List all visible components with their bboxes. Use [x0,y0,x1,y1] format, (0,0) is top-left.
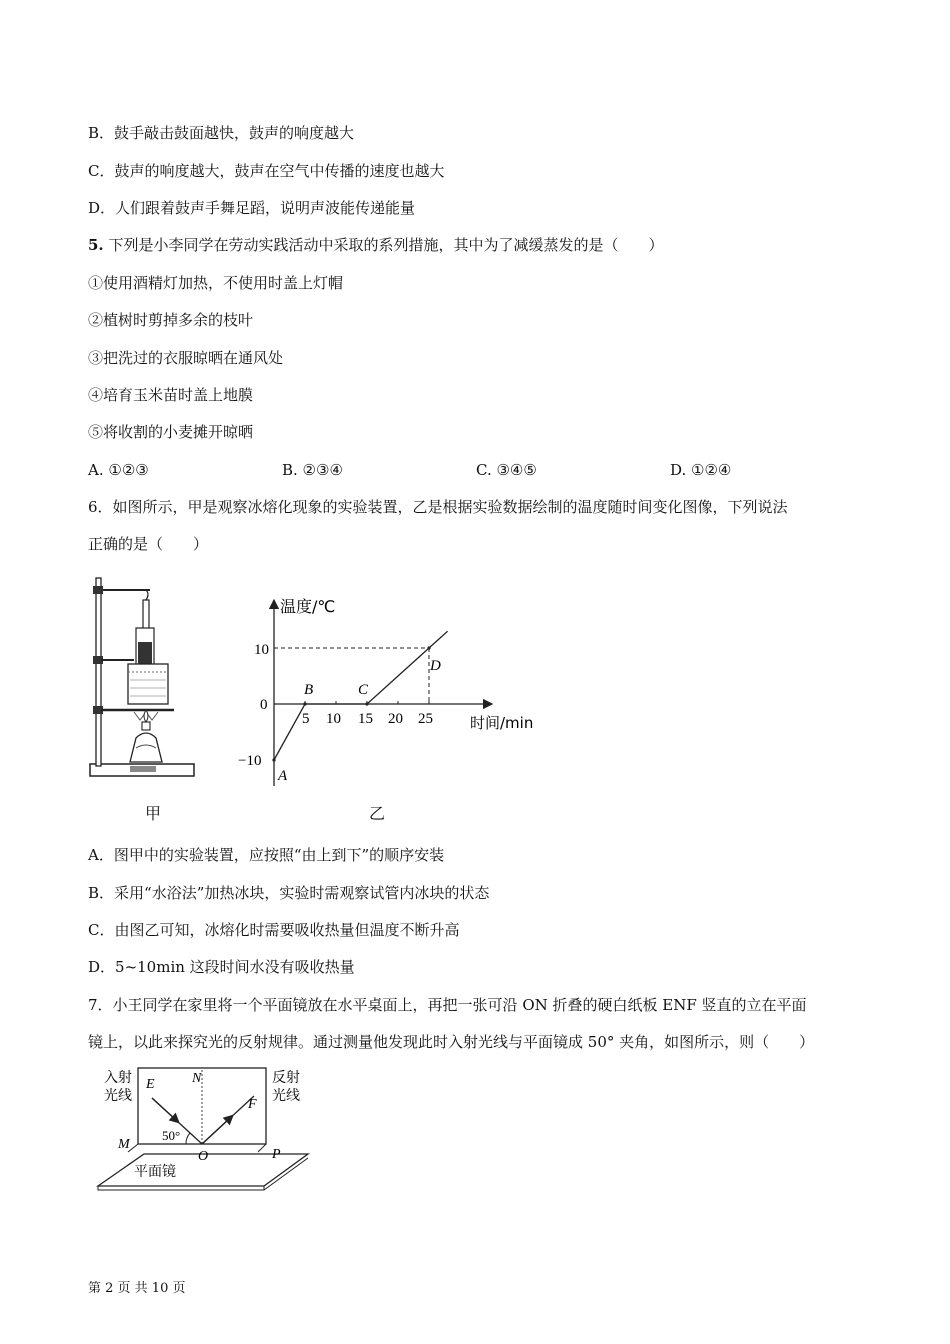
x-axis-label: 时间/min [470,714,534,732]
q4-option-d: D．人们跟着鼓声手舞足蹈，说明声波能传递能量 [88,199,416,217]
label-angle: 50° [162,1128,181,1143]
label-n: N [192,1071,202,1086]
x-tick-15: 15 [358,711,373,727]
point-label-c: C [358,682,369,698]
label-f: F [248,1097,257,1112]
q5-item-5: ⑤将收割的小麦摊开晾晒 [88,423,254,441]
y-tick-neg10: −10 [238,753,262,769]
fig-reflection [88,1064,310,1192]
point-d [427,646,430,649]
q6-stem-line1: 6．如图所示，甲是观察冰熔化现象的实验装置，乙是根据实验数据绘制的温度随时间变化图像，下列说法 [88,498,788,516]
label-e: E [146,1077,155,1092]
q5-item-1: ①使用酒精灯加热，不使用时盖上灯帽 [88,274,344,292]
label-p: P [272,1147,281,1162]
label-reflected-2: 光线 [272,1088,300,1104]
q5-item-3: ③把洗过的衣服晾晒在通风处 [88,349,284,367]
q4-option-c: C．鼓声的响度越大，鼓声在空气中传播的速度也越大 [88,162,445,180]
y-tick-10: 10 [254,642,269,658]
x-tick-20: 20 [388,711,403,727]
point-label-b: B [304,682,314,698]
q4-option-b: B．鼓手敲击鼓面越快，鼓声的响度越大 [88,124,355,142]
q5-stem-text: 下列是小李同学在劳动实践活动中采取的系列措施，其中为了减缓蒸发的是（ ） [108,236,664,254]
q6-stem-line2: 正确的是（ ） [88,535,209,553]
q5-choice-c: C. ③④⑤ [476,461,537,479]
page-footer: 第 2 页 共 10 页 [88,1281,186,1296]
fig-jia-label: 甲 [145,804,162,823]
q7-stem-line2: 镜上，以此来探究光的反射规律。通过测量他发现此时入射光线与平面镜成 50° 夹角，如图所示，则（ ） [88,1033,815,1051]
q6-option-a: A．图甲中的实验装置，应按照“由上到下”的顺序安装 [88,846,445,864]
q5-stem [88,235,663,255]
point-b [303,702,306,705]
q5-choice-b: B. ②③④ [282,461,343,479]
point-label-d: D [430,658,441,674]
fig-jia-apparatus [86,572,198,784]
fig-yi-chart [230,590,550,790]
label-mirror: 平面镜 [134,1164,176,1180]
q7-stem-line1: 7．小王同学在家里将一个平面镜放在水平桌面上，再把一张可沿 ON 折叠的硬白纸板 ENF 竖直的立在平面 [88,996,807,1014]
point-a [272,758,275,761]
point-label-a: A [278,768,288,784]
x-tick-10: 10 [326,711,341,727]
label-m: M [118,1137,130,1152]
q6-option-b: B．采用“水浴法”加热冰块，实验时需观察试管内冰块的状态 [88,884,490,902]
label-o: O [198,1149,209,1164]
label-incident-1: 入射 [104,1070,132,1086]
point-c [365,702,368,705]
q5-number: 5. [88,236,104,254]
q5-item-4: ④培育玉米苗时盖上地膜 [88,386,254,404]
q5-item-2: ②植树时剪掉多余的枝叶 [88,311,254,329]
q6-option-d: D．5~10min 这段时间水没有吸收热量 [88,958,355,976]
q6-option-c: C．由图乙可知，冰熔化时需要吸收热量但温度不断升高 [88,921,460,939]
label-incident-2: 光线 [104,1088,132,1104]
y-tick-0: 0 [260,697,268,713]
x-tick-5: 5 [302,711,310,727]
q5-choice-d: D. ①②④ [670,461,732,479]
x-tick-25: 25 [418,711,433,727]
label-reflected-1: 反射 [272,1070,300,1086]
fig-yi-label: 乙 [369,804,386,823]
q5-choice-a: A. ①②③ [88,461,149,479]
y-axis-label: 温度/℃ [280,597,336,616]
